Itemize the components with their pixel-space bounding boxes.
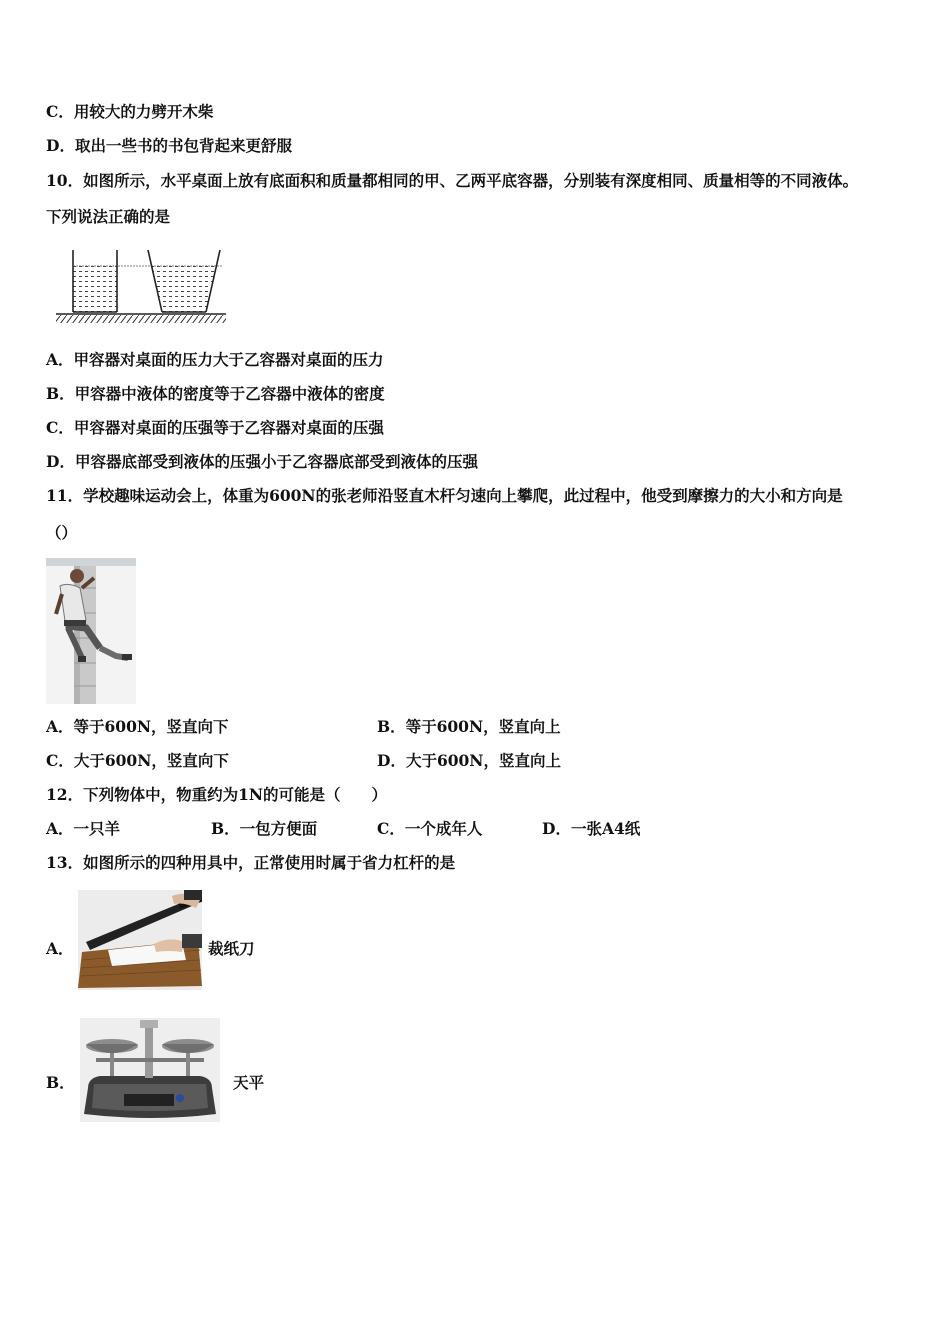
q9-option-d: D．取出一些书的书包背起来更舒服: [46, 136, 292, 155]
q10-stem-line1: 10．如图所示，水平桌面上放有底面积和质量都相同的甲、乙两平底容器，分别装有深度相同、质量相等的不同液体。: [46, 171, 859, 190]
q11-stem-line1: 11．学校趣味运动会上，体重为600N的张老师沿竖直木杆匀速向上攀爬，此过程中，他受到摩擦力的大小和方向是: [46, 486, 843, 505]
q13-option-b-label: B．: [46, 1073, 75, 1092]
q12-option-c: C．一个成年人: [377, 819, 483, 838]
q11-option-d: D．大于600N，竖直向上: [377, 751, 561, 770]
q11-option-b: B．等于600N，竖直向上: [377, 717, 561, 736]
q11-option-c: C．大于600N，竖直向下: [46, 751, 229, 770]
climbing-photo: [46, 558, 136, 704]
q12-option-d: D．一张A4纸: [542, 819, 641, 838]
table-hatch: [56, 315, 226, 323]
q12-option-b: B．一包方便面: [211, 819, 318, 838]
container-jia: [73, 250, 117, 312]
q13-stem: 13．如图所示的四种用具中，正常使用时属于省力杠杆的是: [46, 853, 456, 872]
q10-option-b: B．甲容器中液体的密度等于乙容器中液体的密度: [46, 384, 385, 403]
q10-stem-line2: 下列说法正确的是: [46, 207, 171, 226]
balance-scale-photo: [80, 1018, 220, 1122]
q11-option-a: A．等于600N，竖直向下: [46, 717, 229, 736]
container-yi: [148, 250, 220, 312]
paper-cutter-photo: [78, 890, 202, 990]
q12-option-a: A．一只羊: [46, 819, 121, 838]
q10-option-d: D．甲容器底部受到液体的压强小于乙容器底部受到液体的压强: [46, 452, 478, 471]
q11-stem-line2: （）: [46, 523, 78, 542]
q12-stem: 12．下列物体中，物重约为1N的可能是（ ）: [46, 785, 388, 804]
q13-option-a-caption: 裁纸刀: [208, 939, 255, 958]
q13-option-a-label: A．: [46, 939, 74, 958]
q9-option-c: C．用较大的力劈开木柴: [46, 102, 214, 121]
q10-option-a: A．甲容器对桌面的压力大于乙容器对桌面的压力: [46, 350, 384, 369]
q10-option-c: C．甲容器对桌面的压强等于乙容器对桌面的压强: [46, 418, 384, 437]
two-containers-figure: [54, 244, 230, 326]
q13-option-b-caption: 天平: [233, 1073, 265, 1092]
